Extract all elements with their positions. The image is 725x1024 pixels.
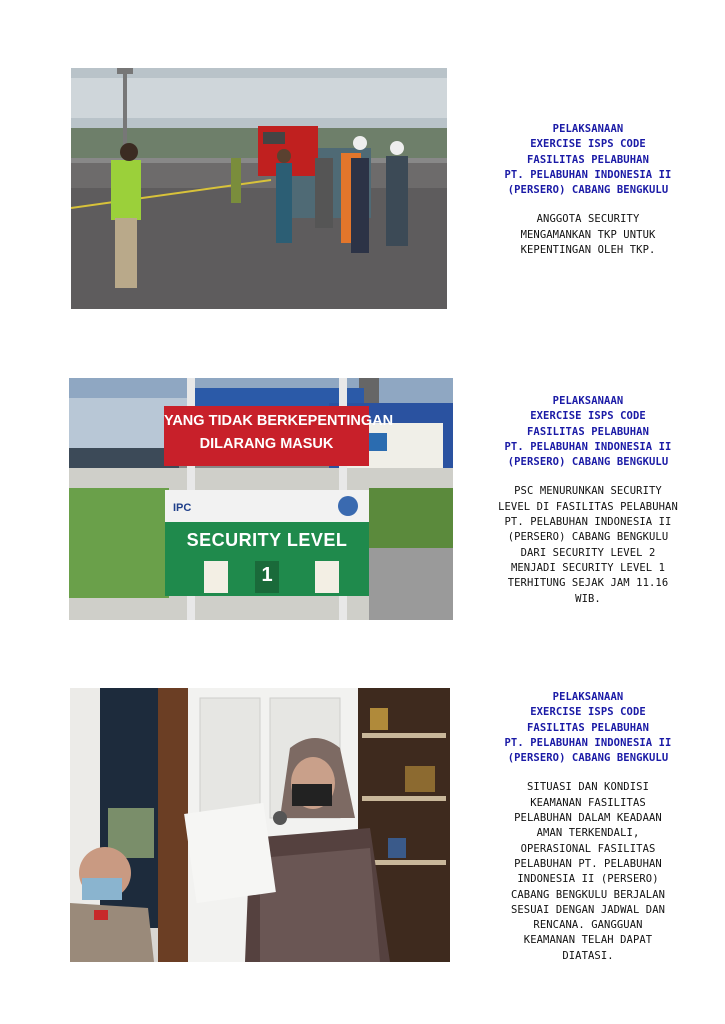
caption-description: SITUASI DAN KONDISI KEAMANAN FASILITAS PELABUHAN DALAM KEADAAN AMAN TERKENDALI, OPERASIONAL FASILITAS PELABUHAN PT. PELABUHAN INDONESIA II (PERSERO) CABANG BENGKULU BERJALAN SESUAI DENGAN JADWAL DAN RENCANA. GANGGUAN KEAMANAN TELAH DAPAT DIATASI. bbox=[510, 781, 666, 962]
photo-security-scene bbox=[71, 68, 447, 309]
photo-statement-reading bbox=[70, 688, 450, 962]
security-level-digit: 1 bbox=[261, 564, 273, 586]
caption-3 bbox=[458, 690, 718, 964]
caption-1 bbox=[458, 122, 718, 258]
caption-heading: PELAKSANAAN EXERCISE ISPS CODE FASILITAS PELABUHAN PT. PELABUHAN INDONESIA II (PERSERO) CABANG BENGKULU bbox=[504, 395, 672, 469]
ipc-logo: IPC bbox=[173, 502, 192, 514]
caption-2 bbox=[458, 394, 718, 607]
caption-heading: PELAKSANAAN EXERCISE ISPS CODE FASILITAS PELABUHAN PT. PELABUHAN INDONESIA II (PERSERO) CABANG BENGKULU bbox=[504, 691, 672, 765]
caption-description: PSC MENURUNKAN SECURITY LEVEL DI FASILITAS PELABUHAN PT. PELABUHAN INDONESIA II (PERSERO) CABANG BENGKULU DARI SECURITY LEVEL 2 MENJADI SECURITY LEVEL 1 TERHITUNG SEJAK JAM 11.16 WIB. bbox=[498, 485, 678, 605]
caption-heading: PELAKSANAAN EXERCISE ISPS CODE FASILITAS PELABUHAN PT. PELABUHAN INDONESIA II (PERSERO) CABANG BENGKULU bbox=[504, 123, 672, 197]
photo-security-level-sign bbox=[69, 378, 453, 620]
red-sign-text: YANG TIDAK BERKEPENTINGAN DILARANG MASUK bbox=[164, 413, 394, 452]
caption-description: ANGGOTA SECURITY MENGAMANKAN TKP UNTUK KEPENTINGAN OLEH TKP. bbox=[520, 213, 656, 257]
security-level-text: SECURITY LEVEL bbox=[186, 530, 348, 550]
